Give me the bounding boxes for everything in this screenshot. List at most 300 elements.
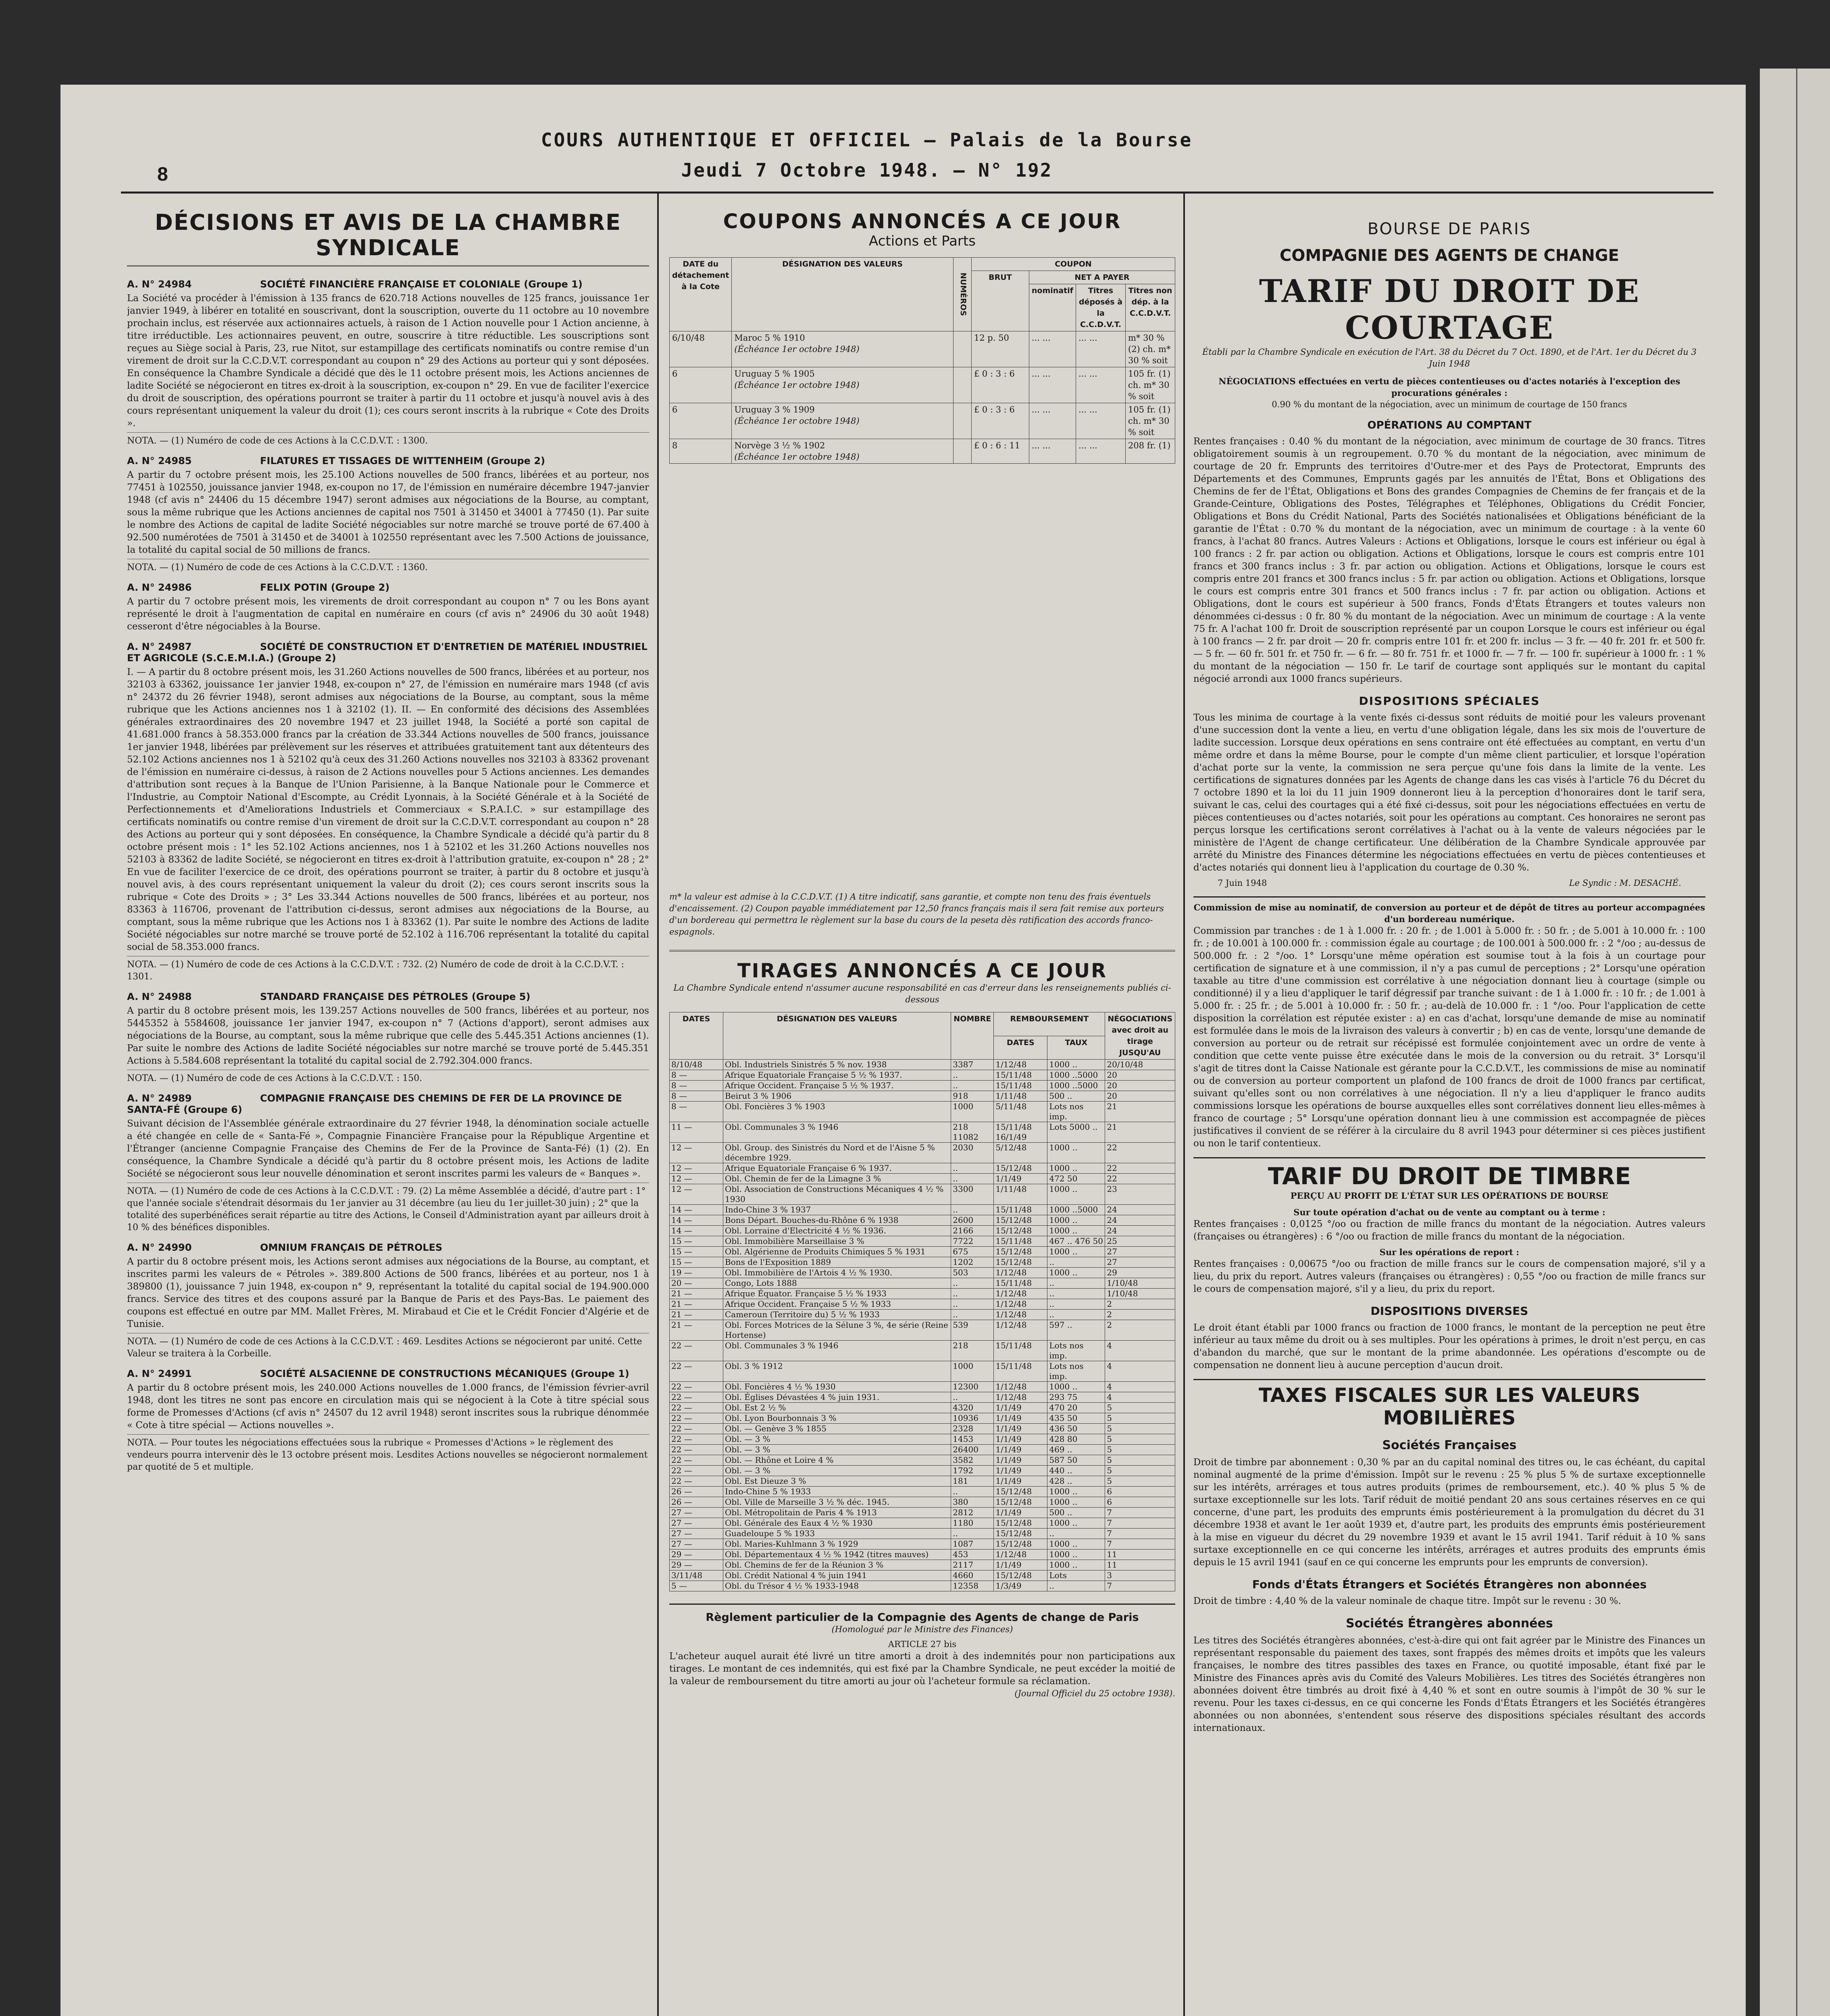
tirage-taux: ..: [1047, 1289, 1105, 1299]
tirage-nombre: 218: [951, 1341, 994, 1361]
tirage-designation: Obl. Lorraine d'Electricité 4 ½ % 1936.: [723, 1226, 951, 1236]
tirage-date: 22 —: [670, 1455, 723, 1466]
tirage-date: 14 —: [670, 1215, 723, 1226]
tirage-row: [670, 1518, 1175, 1529]
tirage-taux: 428 80: [1047, 1434, 1105, 1445]
decisions-column: [127, 210, 649, 2016]
tirage-designation: Obl. — Genève 3 % 1855: [723, 1424, 951, 1434]
tirage-remb-date: 15/12/48: [994, 1163, 1047, 1174]
tirage-date: 22 —: [670, 1476, 723, 1487]
tirage-remb-date: 15/12/48: [994, 1529, 1047, 1539]
tirage-designation: Obl. Immobilière Marseillaise 3 %: [723, 1236, 951, 1247]
tirage-date: 11 —: [670, 1122, 723, 1143]
coupon-titres-deposes: ... ...: [1076, 367, 1126, 403]
tirage-date: 22 —: [670, 1413, 723, 1424]
tirage-remb-date: 1/12/48: [994, 1268, 1047, 1278]
tirage-taux: 500 ..: [1047, 1091, 1105, 1102]
tirage-row: [670, 1445, 1175, 1455]
coupon-designation: [732, 403, 954, 439]
coupon-brut: £ 0 : 3 : 6: [971, 403, 1029, 439]
notice-nota: NOTA. — (1) Numéro de code de ces Actions à la C.C.D.V.T. : 1360.: [127, 559, 649, 574]
decisions-heading: DÉCISIONS ET AVIS DE LA CHAMBRE SYNDICALE: [127, 210, 649, 267]
tirage-taux: 469 ..: [1047, 1445, 1105, 1455]
tirage-nombre: 1000: [951, 1361, 994, 1382]
tirage-designation: Cameroun (Territoire du) 5 ½ % 1933: [723, 1310, 951, 1320]
tirage-date: 22 —: [670, 1382, 723, 1392]
tirage-nombre: ..: [951, 1392, 994, 1403]
tirage-remb-date: 15/12/48: [994, 1226, 1047, 1236]
notice-title: OMNIUM FRANÇAIS DE PÉTROLES: [260, 1242, 443, 1253]
tirage-negociation: 25: [1105, 1236, 1175, 1247]
tirage-nombre: 3387: [951, 1060, 994, 1070]
column-rule-2: [1183, 194, 1185, 2016]
col-net: NET A PAYER: [1029, 271, 1175, 284]
tirage-remb-date: 15/11/48: [994, 1278, 1047, 1289]
tirage-row: [670, 1529, 1175, 1539]
tirage-designation: Obl. Générale des Eaux 4 ½ % 1930: [723, 1518, 951, 1529]
tirage-negociation: 6: [1105, 1497, 1175, 1508]
tirage-date: 8 —: [670, 1070, 723, 1081]
tirage-negociation: 11: [1105, 1560, 1175, 1570]
tirage-taux: 428 ..: [1047, 1476, 1105, 1487]
tirage-date: 27 —: [670, 1539, 723, 1549]
tirage-remb-date: 1/12/48: [994, 1310, 1047, 1320]
coupon-name: Uruguay 5 % 1905: [734, 369, 815, 379]
tirage-date: 12 —: [670, 1163, 723, 1174]
tirage-taux: 1000 ..: [1047, 1143, 1105, 1163]
tirage-designation: Obl. Crédit National 4 % juin 1941: [723, 1570, 951, 1581]
notice-number: A. N° 24986: [127, 582, 192, 593]
timbre-report-text: Rentes françaises : 0,00675 °/oo ou fraction de mille francs sur le cours de compensation majoré, s'il y a lieu, du prix du report. Autres valeurs (françaises ou étrangères) : 0,55 °/oo ou fraction de mille francs sur le cours de compensation majoré, s'il y a lieu, du prix du report.: [1193, 1259, 1705, 1294]
coupon-date: 8: [670, 439, 732, 464]
tirage-row: [670, 1476, 1175, 1487]
coupon-titres-non: m* 30 % (2) ch. m* 30 % soit: [1126, 331, 1175, 367]
tirage-taux: 1000 ..: [1047, 1497, 1105, 1508]
notice-head: [127, 582, 649, 593]
tirage-remb-date: 1/1/49: [994, 1476, 1047, 1487]
tirage-nombre: 453: [951, 1549, 994, 1560]
tirage-negociation: 5: [1105, 1424, 1175, 1434]
tirage-date: 19 —: [670, 1268, 723, 1278]
tirage-negociation: 5: [1105, 1413, 1175, 1424]
tirage-taux: 1000 ..: [1047, 1549, 1105, 1560]
coupon-numero: [953, 403, 971, 439]
tirage-negociation: 7: [1105, 1581, 1175, 1591]
tirage-nombre: 12358: [951, 1581, 994, 1591]
tirage-remb-date: 15/12/48: [994, 1570, 1047, 1581]
tirage-row: [670, 1581, 1175, 1591]
tirage-remb-date: 1/12/48: [994, 1060, 1047, 1070]
tirage-row: [670, 1413, 1175, 1424]
tirage-taux: 1000 ..: [1047, 1163, 1105, 1174]
tirage-date: 12 —: [670, 1143, 723, 1163]
notice-nota: NOTA. — Pour toutes les négociations effectuées sous la rubrique « Promesses d'Actions » le règlement des vendeurs pourra intervenir dès le 13 octobre présent mois. Lesdites Actions nouvelles se négocieront normalement par quotité de 5 et multiple.: [127, 1434, 649, 1473]
tirage-row: [670, 1560, 1175, 1570]
tirage-negociation: 21: [1105, 1102, 1175, 1122]
tirage-remb-date: 15/11/48: [994, 1341, 1047, 1361]
tirage-row: [670, 1205, 1175, 1215]
notice-body: La Société va procéder à l'émission à 135 francs de 620.718 Actions nouvelles de 125 francs, jouissance 1er janvier 1949, à libérer en totalité en souscrivant, dont la souscription, ouverte du 11 octobre au 10 novembre prochain inclus, est réservée aux actionnaires actuels, à raison de 1 Action nouvelle pour 1 Action ancienne, à titre irréductible. Les actionnaires peuvent, en outre, souscrire à titre réductible. Les souscriptions sont reçues au Siège social à Paris, 23, rue Nitot, sur estampillage des certificats nominatifs ou contre remise d'un virement de droit sur la C.C.D.V.T. correspondant au coupon n° 29 des Actions au porteur qui y sont déposées. En conséquence la Chambre Syndicale a décidé que dès le 11 octobre présent mois, les Actions anciennes de ladite Société se négocieront en titres ex-droit à la souscription, ex-coupon n° 29. En vue de faciliter l'exercice du droit de souscription, des opérations pourront se traiter à partir du 11 octobre et jusqu'à nouvel avis à des cours représentant uniquement la valeur du droit (1); ces cours seront inscrits à la rubrique « Cote des Droits ».: [127, 293, 649, 429]
coupon-titres-deposes: ... ...: [1076, 439, 1126, 464]
tirage-date: 21 —: [670, 1320, 723, 1341]
tirage-nombre: ..: [951, 1174, 994, 1184]
tirage-remb-date: 1/12/48: [994, 1320, 1047, 1341]
col-date: DATE du détachement à la Cote: [670, 258, 732, 331]
adjacent-page-column-rule: [1796, 69, 1797, 2016]
col-titres-non: Titres non dép. à la C.C.D.V.T.: [1126, 284, 1175, 331]
notice-head: [127, 641, 649, 664]
tirage-negociation: 4: [1105, 1341, 1175, 1361]
tirage-nombre: ..: [951, 1278, 994, 1289]
tirage-designation: Guadeloupe 5 % 1933: [723, 1529, 951, 1539]
tirage-date: 15 —: [670, 1247, 723, 1257]
coupons-body: [670, 331, 1175, 464]
coupon-echeance: (Échéance 1er octobre 1948): [734, 344, 860, 354]
tirage-row: [670, 1257, 1175, 1268]
notice-title: SOCIÉTÉ ALSACIENNE DE CONSTRUCTIONS MÉCANIQUES (Groupe 1): [260, 1368, 629, 1379]
tirage-remb-date: 1/3/49: [994, 1581, 1047, 1591]
tirage-date: 20 —: [670, 1278, 723, 1289]
coupons-footnotes: m* la valeur est admise à la C.C.D.V.T. (1) A titre indicatif, sans garantie, et compte non tenu des frais éventuels d'encaissement. (2) Coupon payable immédiatement par 12,50 francs français mais il sera fait remise aux porteurs d'un bordereau qui permettra le règlement sur la base du cours de la peseta dès ratification des accords franco-espagnols.: [669, 892, 1164, 937]
tirage-nombre: 2030: [951, 1143, 994, 1163]
tirage-remb-date: 15/12/48: [994, 1247, 1047, 1257]
reglement-body: L'acheteur auquel aurait été livré un titre amorti a droit à des indemnités pour non participations aux tirages. Le montant de ces indemnités, qui est fixé par la Chambre Syndicale, ne peut excéder la moitié de la valeur de remboursement du titre amorti au jour où l'acheteur formule sa réclamation.: [669, 1651, 1175, 1687]
tirage-remb-date: 15/12/48: [994, 1518, 1047, 1529]
tirage-row: [670, 1070, 1175, 1081]
tirage-taux: 440 ..: [1047, 1466, 1105, 1476]
tirage-nombre: 2117: [951, 1560, 994, 1570]
tirage-nombre: 675: [951, 1247, 994, 1257]
notice-title: FELIX POTIN (Groupe 2): [260, 582, 390, 593]
tirage-taux: ..: [1047, 1581, 1105, 1591]
tirage-date: 12 —: [670, 1174, 723, 1184]
coupon-designation: [732, 439, 954, 464]
tirage-row: [670, 1455, 1175, 1466]
tirage-designation: Obl. Est 2 ½ %: [723, 1403, 951, 1413]
tirage-negociation: 4: [1105, 1382, 1175, 1392]
tirage-taux: 1000 ..5000: [1047, 1081, 1105, 1091]
tirage-nombre: 3582: [951, 1455, 994, 1466]
soc-fr-head: Sociétés Françaises: [1382, 1438, 1517, 1452]
notice-title: FILATURES ET TISSAGES DE WITTENHEIM (Groupe 2): [260, 455, 545, 467]
tirage-remb-date: 15/11/48: [994, 1070, 1047, 1081]
coupon-titres-deposes: ... ...: [1076, 403, 1126, 439]
coupons-table: [669, 257, 1175, 464]
tirage-row: [670, 1382, 1175, 1392]
tirage-date: 12 —: [670, 1184, 723, 1205]
tirage-designation: Afrique Equatoriale Française 5 ½ % 1937.: [723, 1070, 951, 1081]
tirage-nombre: 26400: [951, 1445, 994, 1455]
tirage-date: 15 —: [670, 1257, 723, 1268]
tirage-date: 26 —: [670, 1497, 723, 1508]
negociations-head: NÉGOCIATIONS effectuées en vertu de pièces contentieuses ou d'actes notariés à l'exception des procurations générales :: [1218, 376, 1680, 398]
notice: [127, 1368, 649, 1473]
tirage-row: [670, 1497, 1175, 1508]
tirage-row: [670, 1102, 1175, 1122]
tirage-negociation: 23: [1105, 1184, 1175, 1205]
notice-body: A partir du 7 octobre présent mois, les virements de droit correspondant au coupon n° 7 ou les Bons ayant représenté le droit à l'augmentation de capital en numéraire en cours (cf avis n° 24906 du 30 août 1948) cesseront d'être négociables à la Bourse.: [127, 596, 649, 632]
tirage-nombre: 4320: [951, 1403, 994, 1413]
tirage-designation: Obl. Lyon Bourbonnais 3 %: [723, 1413, 951, 1424]
tirage-negociation: 20: [1105, 1070, 1175, 1081]
tirage-date: 15 —: [670, 1236, 723, 1247]
coupon-row: [670, 439, 1175, 464]
tirage-negociation: 7: [1105, 1539, 1175, 1549]
tirage-remb-date: 15/11/48: [994, 1081, 1047, 1091]
tirage-nombre: 10936: [951, 1413, 994, 1424]
tirage-designation: Indo-Chine 3 % 1937: [723, 1205, 951, 1215]
tirage-negociation: 4: [1105, 1392, 1175, 1403]
tirage-remb-date: 1/1/49: [994, 1508, 1047, 1518]
tirage-nombre: 181: [951, 1476, 994, 1487]
tirage-taux: Lots nos imp.: [1047, 1361, 1105, 1382]
tirage-nombre: 1453: [951, 1434, 994, 1445]
tirage-designation: Obl. Industriels Sinistrés 5 % nov. 1938: [723, 1060, 951, 1070]
notice-head: [127, 1242, 649, 1253]
notice-body: A partir du 8 octobre présent mois, les Actions seront admises aux négociations de la Bourse, au comptant, et inscrites parmi les valeurs de « Pétroles ». 389.800 Actions de 500 francs, libérées et au porteur, nos 1 à 389800 (1), jouissance 7 juin 1948, ex-coupon n° 9, représentant la totalité du capital social de 194.900.000 francs. Service des titres et des coupons assuré par la Banque de Paris et des Pays-Bas. Le paiement des coupons est effectué en outre par MM. Mallet Frères, M. Mirabaud et Cie et le Crédit Foncier d'Algérie et de Tunisie.: [127, 1256, 649, 1329]
comptant-head: OPÉRATIONS AU COMPTANT: [1367, 419, 1532, 431]
speciales-text: Tous les minima de courtage à la vente fixés ci-dessus sont réduits de moitié pour les valeurs provenant d'une succession dont la vente a lieu, en vertu d'une obligation légale, dans les six mois de l'ouverture de ladite succession. Lorsque deux opérations en sens contraire ont été effectuées au comptant, en vertu d'un même ordre et dans la même Bourse, pour le compte d'un même client particulier, et lorsque l'opération d'achat porte sur la vente, la commission ne sera perçue qu'une fois dans la limite de la vente. Les certifications de signatures données par les Agents de change dans les cas visés à l'article 76 du Décret du 7 octobre 1890 et la loi du 11 juin 1909 donneront lieu à la perception d'honoraires dont le tarif sera, suivant le cas, celui des courtages qui a été fixé ci-dessus, soit pour les négociations effectuées en vertu de pièces contentieuses ou d'actes notariés, soit pour les opérations au comptant. Ces honoraires ne seront pas perçus lorsque les certifications seront corrélatives à l'achat ou à la vente de valeurs négociées par le ministère de l'Agent de change certificateur. Une délibération de la Chambre Syndicale approuvée par arrêté du Ministre des Finances détermine les négociations effectuées en vertu de pièces contentieuses et d'actes notariés qui donnent lieu à l'application du courtage de 0.30 %.: [1193, 712, 1705, 873]
page-subtitle: Jeudi 7 Octobre 1948. — N° 192: [681, 159, 1053, 181]
tirage-remb-date: 15/12/48: [994, 1257, 1047, 1268]
tirage-remb-date: 1/1/49: [994, 1445, 1047, 1455]
notice-number: A. N° 24989: [127, 1093, 192, 1104]
notice-number: A. N° 24987: [127, 641, 192, 652]
tirage-taux: Lots nos imp.: [1047, 1341, 1105, 1361]
notice-nota: NOTA. — (1) Numéro de code de ces Actions à la C.C.D.V.T. : 150.: [127, 1070, 649, 1085]
page-title: COURS AUTHENTIQUE ET OFFICIEL — Palais de la Bourse: [541, 129, 1193, 151]
col-numeros: NUMÉROS: [953, 258, 971, 331]
tirage-date: 22 —: [670, 1392, 723, 1403]
tirage-row: [670, 1424, 1175, 1434]
tirage-remb-date: 1/1/49: [994, 1174, 1047, 1184]
tirage-taux: 1000 ..5000: [1047, 1205, 1105, 1215]
coupon-brut: £ 0 : 6 : 11: [971, 439, 1029, 464]
tirages-heading: TIRAGES ANNONCÉS A CE JOUR: [737, 960, 1108, 982]
tirage-row: [670, 1122, 1175, 1143]
column-rule-1: [657, 194, 659, 2016]
commission-section: [1193, 896, 1705, 1150]
tirage-row: [670, 1361, 1175, 1382]
tirage-date: 22 —: [670, 1466, 723, 1476]
diverses-head: DISPOSITIONS DIVERSES: [1370, 1304, 1528, 1318]
coupon-date: 6/10/48: [670, 331, 732, 367]
tirage-row: [670, 1487, 1175, 1497]
diverses-text: Le droit étant établi par 1000 francs ou fraction de 1000 francs, le montant de la perception ne peut être inférieur au taux même du droit ou à ses multiples. Pour les opérations à primes, le droit n'est perçu, en cas d'abandon du marché, que sur le montant de la prime abandonnée. Les opérations d'escompte ou de compensation ne donnent lieu à aucune perception d'aucun droit.: [1193, 1322, 1705, 1370]
tirage-designation: Obl. du Trésor 4 ½ % 1933-1948: [723, 1581, 951, 1591]
tirage-nombre: 503: [951, 1268, 994, 1278]
tirage-taux: 293 75: [1047, 1392, 1105, 1403]
tirage-taux: 1000 ..: [1047, 1060, 1105, 1070]
tirage-taux: ..: [1047, 1529, 1105, 1539]
tirage-negociation: 20/10/48: [1105, 1060, 1175, 1070]
tirages-subheading: La Chambre Syndicale entend n'assumer aucune responsabilité en cas d'erreur dans les renseignements publiés ci-dessous: [673, 983, 1171, 1004]
notices-list: [127, 279, 649, 1473]
tirage-nombre: 2812: [951, 1508, 994, 1518]
tirage-nombre: ..: [951, 1299, 994, 1310]
tirage-row: [670, 1310, 1175, 1320]
tirage-nombre: 2600: [951, 1215, 994, 1226]
tirage-designation: Obl. Foncières 3 % 1903: [723, 1102, 951, 1122]
tirage-negociation: 24: [1105, 1205, 1175, 1215]
tirage-date: 29 —: [670, 1560, 723, 1570]
tirage-nombre: ..: [951, 1487, 994, 1497]
tirage-nombre: 2166: [951, 1226, 994, 1236]
coupon-echeance: (Échéance 1er octobre 1948): [734, 380, 860, 390]
notice-number: A. N° 24985: [127, 455, 192, 467]
notice-body: Suivant décision de l'Assemblée générale extraordinaire du 27 février 1948, la dénomination sociale actuelle a été changée en celle de « Santa-Fé », Compagnie Financière Française pour la République Argentine et l'Étranger (ancienne Compagnie Française des Chemins de Fer de la Province de Santa-Fé) (1) (2). En conséquence, la Chambre Syndicale a décidé qu'à partir du 8 octobre présent mois, les Actions de ladite Société se négocieront sous leur nouvelle dénomination et seront inscrites parmi les valeurs de « Banques ».: [127, 1118, 649, 1179]
coupon-titres-non: 105 fr. (1) ch. m* 30 % soit: [1126, 367, 1175, 403]
timbre-comptant-head: Sur toute opération d'achat ou de vente au comptant ou à terme :: [1293, 1207, 1605, 1217]
tirage-negociation: 6: [1105, 1487, 1175, 1497]
coupon-numero: [953, 439, 971, 464]
col-negociations: NÉGOCIATIONS avec droit au tirage JUSQU'AU: [1105, 1012, 1175, 1060]
coupon-row: [670, 367, 1175, 403]
reglement-subheading: (Homologué par le Ministre des Finances): [831, 1624, 1013, 1634]
tirage-date: 14 —: [670, 1205, 723, 1215]
tirage-designation: Obl. — 3 %: [723, 1434, 951, 1445]
tirage-taux: Lots 5000 ..: [1047, 1122, 1105, 1143]
col-designation: DÉSIGNATION DES VALEURS: [732, 258, 954, 331]
tirage-taux: 435 50: [1047, 1413, 1105, 1424]
coupon-name: Uruguay 3 % 1909: [734, 405, 815, 414]
notice-head: [127, 455, 649, 467]
tirage-designation: Obl. Églises Dévastées 4 % juin 1931.: [723, 1392, 951, 1403]
tirage-negociation: 5: [1105, 1445, 1175, 1455]
tirage-negociation: 5: [1105, 1403, 1175, 1413]
col-nombre: NOMBRE: [951, 1012, 994, 1060]
notice-head: [127, 1368, 649, 1379]
tirage-designation: Obl. 3 % 1912: [723, 1361, 951, 1382]
coupons-table-blank-space: [669, 464, 1175, 891]
tirage-remb-date: 1/1/49: [994, 1413, 1047, 1424]
tirage-negociation: 4: [1105, 1361, 1175, 1382]
speciales-head: DISPOSITIONS SPÉCIALES: [1359, 694, 1540, 708]
reglement-section: [669, 1604, 1175, 1699]
tirage-row: [670, 1341, 1175, 1361]
commission-text: Commission par tranches : de 1 à 1.000 fr. : 20 fr. ; de 1.001 à 5.000 fr. : 50 fr. ; de 5.001 à 10.000 fr. : 100 fr. ; de 10.001 à 100.000 fr. : commission égale au courtage ; de 100.001 à 500.000 fr. : 2 °/oo ; au-dessus de 500.000 fr. : 2 °/oo. 1° Lorsqu'une même opération est soumise tout à la fois à un courtage pour certification de signature et à une commission, il n'y a pas cumul de perceptions ; 2° Lorsqu'une opération taxable au titre d'une commission est corrélative à une négociation donnant lieu à courtage (simple ou conditionné) il y a lieu d'appliquer le tarif dégressif par tranche suivant : de 1 à 1.000 fr. : 10 fr. ; de 1.001 à 5.000 fr. : 25 fr. ; de 5.001 à 10.000 fr. : 50 fr. ; au-delà de 10.000 fr. : 1 °/oo. Pour l'application de cette disposition la corrélation est réputée exister : a) en cas d'achat, lorsqu'une demande de mise au nominatif est formulée dans le mois de la livraison des valeurs à convertir ; b) en cas de vente, lorsqu'une demande de conversion au porteur ou de retrait sur récépissé est formulée conjointement avec un ordre de vente à condition que cette vente puisse être exécutée dans le mois de la conversion ou du retrait. 3° Lorsqu'il s'agit de titres dont la Caisse Nationale est gérante pour la C.C.D.V.T., les commissions de mise au nominatif ou de conversion au porteur comportent un plafond de 100 francs de droit de 1000 francs par certificat, suivant qu'elles sont ou non corrélatives à une négociation. Il n'y a lieu d'appliquer le franco audits commissions lorsque les opérations de bourse auxquelles elles sont corrélatives donnent lieu elles-mêmes à franco de courtage ; 5° Lorsqu'une opération donnant lieu à une commission est accompagnée de pièces justificatives il convient de se référer à la circulaire du 8 avril 1943 pour déterminer si ces pièces justifient ou non le tarif contentieux.: [1193, 926, 1705, 1149]
tirage-remb-date: 15/12/48: [994, 1487, 1047, 1497]
tirage-date: 8 —: [670, 1102, 723, 1122]
tirage-remb-date: 5/11/48: [994, 1102, 1047, 1122]
tirage-taux: Lots nos imp.: [1047, 1102, 1105, 1122]
tirage-date: 27 —: [670, 1508, 723, 1518]
tirage-row: [670, 1184, 1175, 1205]
tirage-date: 22 —: [670, 1424, 723, 1434]
coupon-name: Norvège 3 ½ % 1902: [734, 441, 825, 450]
tirage-row: [670, 1570, 1175, 1581]
tirage-designation: Obl. Chemin de fer de la Limagne 3 %: [723, 1174, 951, 1184]
tirage-taux: ..: [1047, 1257, 1105, 1268]
tirage-row: [670, 1268, 1175, 1278]
notice: [127, 1093, 649, 1234]
notice-nota: NOTA. — (1) Numéro de code de ces Actions à la C.C.D.V.T. : 1300.: [127, 432, 649, 447]
tirage-designation: Afrique Occident. Française 5 ½ % 1933: [723, 1299, 951, 1310]
tirage-remb-date: 1/12/48: [994, 1289, 1047, 1299]
coupon-row: [670, 403, 1175, 439]
bourse-title: BOURSE DE PARIS: [1367, 220, 1532, 238]
fonds-head: Fonds d'États Étrangers et Sociétés Étrangères non abonnées: [1252, 1578, 1647, 1591]
tirage-nombre: 1000: [951, 1102, 994, 1122]
col-dates: DATES: [670, 1012, 723, 1060]
notice-body: I. — A partir du 8 octobre présent mois, les 31.260 Actions nouvelles de 500 francs, libérées et au porteur, nos 32103 à 63362, jouissance 1er janvier 1948, ex-coupon n° 27, de l'émission en numéraire mars 1948 (cf avis n° 24372 du 26 février 1948), seront admises aux négociations de la Bourse, au comptant, sous la même rubrique que les Actions anciennes nos 1 à 32102 (1). II. — En conformité des décisions des Assemblées générales extraordinaires des 20 novembre 1947 et 23 juillet 1948, la Société a porté son capital de 41.681.000 francs à 58.353.000 francs par la création de 33.344 Actions nouvelles de 500 francs, jouissance 1er janvier 1948, libérées par prélèvement sur les réserves et attribuées gratuitement tant aux détenteurs des 52.102 Actions anciennes nos 1 à 52102 qu'à ceux des 31.260 Actions nouvelles nos 32103 à 83362 provenant de l'émission en numéraire ci-dessus, à raison de 2 Actions nouvelles pour 5 Actions anciennes. Les demandes d'attribution sont reçues à la Banque de l'Union Parisienne, à la Banque Nationale pour le Commerce et l'Industrie, au Comptoir National d'Escompte, au Crédit Lyonnais, à la Société Générale et à la Société de Perfectionnements et d'Ameliorations Industriels et Commerciaux « S.P.A.I.C. » sur estampillage des certificats nominatifs ou contre remise d'un virement de droit sur la C.C.D.V.T. correspondant au coupon n° 28 des Actions au porteur qui y sont déposées. En conséquence, la Chambre Syndicale a décidé qu'à partir du 8 octobre présent mois : 1° les 52.102 Actions anciennes, nos 1 à 52102 et les 31.260 Actions nouvelles nos 52103 à 83362 de ladite Société, se négocieront en titres ex-droit à l'attribution gratuite, ex-coupon n° 28 ; 2° En vue de faciliter l'exercice de ce droit, des opérations pourront se traiter, à partir du 8 octobre et jusqu'à nouvel avis, à des cours représentant uniquement la valeur du droit (2); ces cours seront inscrits sous la rubrique « Cote des Droits » ; 3° Les 33.344 Actions nouvelles de 500 francs, libérées et au porteur, nos 83363 à 116706, provenant de l'attribution ci-dessus, seront admises aux négociations de la Bourse, au comptant, sous la même rubrique que les Actions nos 1 à 83362 (1). Par suite le nombre des Actions de ladite Société négociables sur notre marché se trouve porté de 52.102 à 116.706 représentant la totalité du capital social de 58.353.000 francs.: [127, 667, 649, 952]
tirage-taux: 1000 ..: [1047, 1247, 1105, 1257]
tirage-designation: Obl. Group. des Sinistrés du Nord et de l'Aisne 5 % décembre 1929.: [723, 1143, 951, 1163]
tirage-taux: 470 20: [1047, 1403, 1105, 1413]
tirage-negociation: 5: [1105, 1466, 1175, 1476]
tirage-nombre: ..: [951, 1163, 994, 1174]
tirage-designation: Obl. Chemins de fer de la Réunion 3 %: [723, 1560, 951, 1570]
tirage-designation: Indo-Chine 5 % 1933: [723, 1487, 951, 1497]
coupon-numero: [953, 331, 971, 367]
timbre-subtitle: PERÇU AU PROFIT DE L'ÉTAT SUR LES OPÉRATIONS DE BOURSE: [1290, 1191, 1609, 1201]
tirage-date: 8 —: [670, 1081, 723, 1091]
negociations-text: 0.90 % du montant de la négociation, avec un minimum de courtage de 150 francs: [1272, 400, 1627, 409]
tirage-remb-date: 1/12/48: [994, 1392, 1047, 1403]
tirage-row: [670, 1247, 1175, 1257]
tirage-taux: 1000 ..: [1047, 1539, 1105, 1549]
tirage-date: 21 —: [670, 1289, 723, 1299]
coupon-titres-deposes: ... ...: [1076, 331, 1126, 367]
tirage-remb-date: 5/12/48: [994, 1143, 1047, 1163]
tirage-remb-date: 15/11/48: [994, 1236, 1047, 1247]
notice-nota: NOTA. — (1) Numéro de code de ces Actions à la C.C.D.V.T. : 469. Lesdites Actions se négocieront par unité. Cette Valeur se traitera à la Corbeille.: [127, 1333, 649, 1360]
notice: [127, 582, 649, 633]
coupon-titres-non: 208 fr. (1): [1126, 439, 1175, 464]
notice-nota: NOTA. — (1) Numéro de code de ces Actions à la C.C.D.V.T. : 732. (2) Numéro de code de droit à la C.C.D.V.T. : 1301.: [127, 956, 649, 983]
tirage-row: [670, 1060, 1175, 1070]
tirage-date: 21 —: [670, 1299, 723, 1310]
tirage-taux: ..: [1047, 1278, 1105, 1289]
coupon-nominatif: ... ...: [1029, 439, 1076, 464]
coupon-designation: [732, 331, 954, 367]
tirage-date: 14 —: [670, 1226, 723, 1236]
tirage-designation: Obl. Ville de Marseille 3 ½ % déc. 1945.: [723, 1497, 951, 1508]
tirage-date: 8 —: [670, 1091, 723, 1102]
reglement-heading: Règlement particulier de la Compagnie des Agents de change de Paris: [706, 1611, 1139, 1624]
tirage-remb-date: 1/1/49: [994, 1466, 1047, 1476]
tirage-negociation: 22: [1105, 1163, 1175, 1174]
coupon-name: Maroc 5 % 1910: [734, 333, 805, 343]
notice-number: A. N° 24984: [127, 279, 192, 290]
fonds-text: Droit de timbre : 4,40 % de la valeur nominale de chaque titre. Impôt sur le revenu : 30 %.: [1193, 1596, 1621, 1606]
tirage-nombre: 218 11082: [951, 1122, 994, 1143]
notice-title: STANDARD FRANÇAISE DES PÉTROLES (Groupe 5): [260, 991, 531, 1002]
tirage-designation: Afrique Occident. Française 5 ½ % 1937.: [723, 1081, 951, 1091]
notice-title: SOCIÉTÉ DE CONSTRUCTION ET D'ENTRETIEN DE MATÉRIEL INDUSTRIEL ET AGRICOLE (S.C.E.M.I.A.) (Groupe 2): [127, 641, 647, 664]
tirage-remb-date: 15/11/48: [994, 1205, 1047, 1215]
tirage-taux: 467 .. 476 50: [1047, 1236, 1105, 1247]
tirage-designation: Obl. Est Dieuze 3 %: [723, 1476, 951, 1487]
notice: [127, 641, 649, 983]
tirage-date: 5 —: [670, 1581, 723, 1591]
tirage-negociation: 2: [1105, 1310, 1175, 1320]
tirage-taux: 1000 ..: [1047, 1518, 1105, 1529]
taxes-section: [1193, 1379, 1705, 1735]
notice-head: [127, 279, 649, 290]
tirage-remb-date: 1/1/49: [994, 1424, 1047, 1434]
tirage-nombre: ..: [951, 1289, 994, 1299]
notice-number: A. N° 24991: [127, 1368, 192, 1379]
adjacent-page-edge: [1760, 69, 1830, 2016]
tirage-remb-date: 1/1/49: [994, 1560, 1047, 1570]
coupon-nominatif: ... ...: [1029, 331, 1076, 367]
tirage-remb-date: 1/11/48: [994, 1184, 1047, 1205]
col-taux: TAUX: [1047, 1036, 1105, 1060]
tirage-date: 26 —: [670, 1487, 723, 1497]
tirage-taux: 1000 ..: [1047, 1215, 1105, 1226]
tirage-row: [670, 1289, 1175, 1299]
